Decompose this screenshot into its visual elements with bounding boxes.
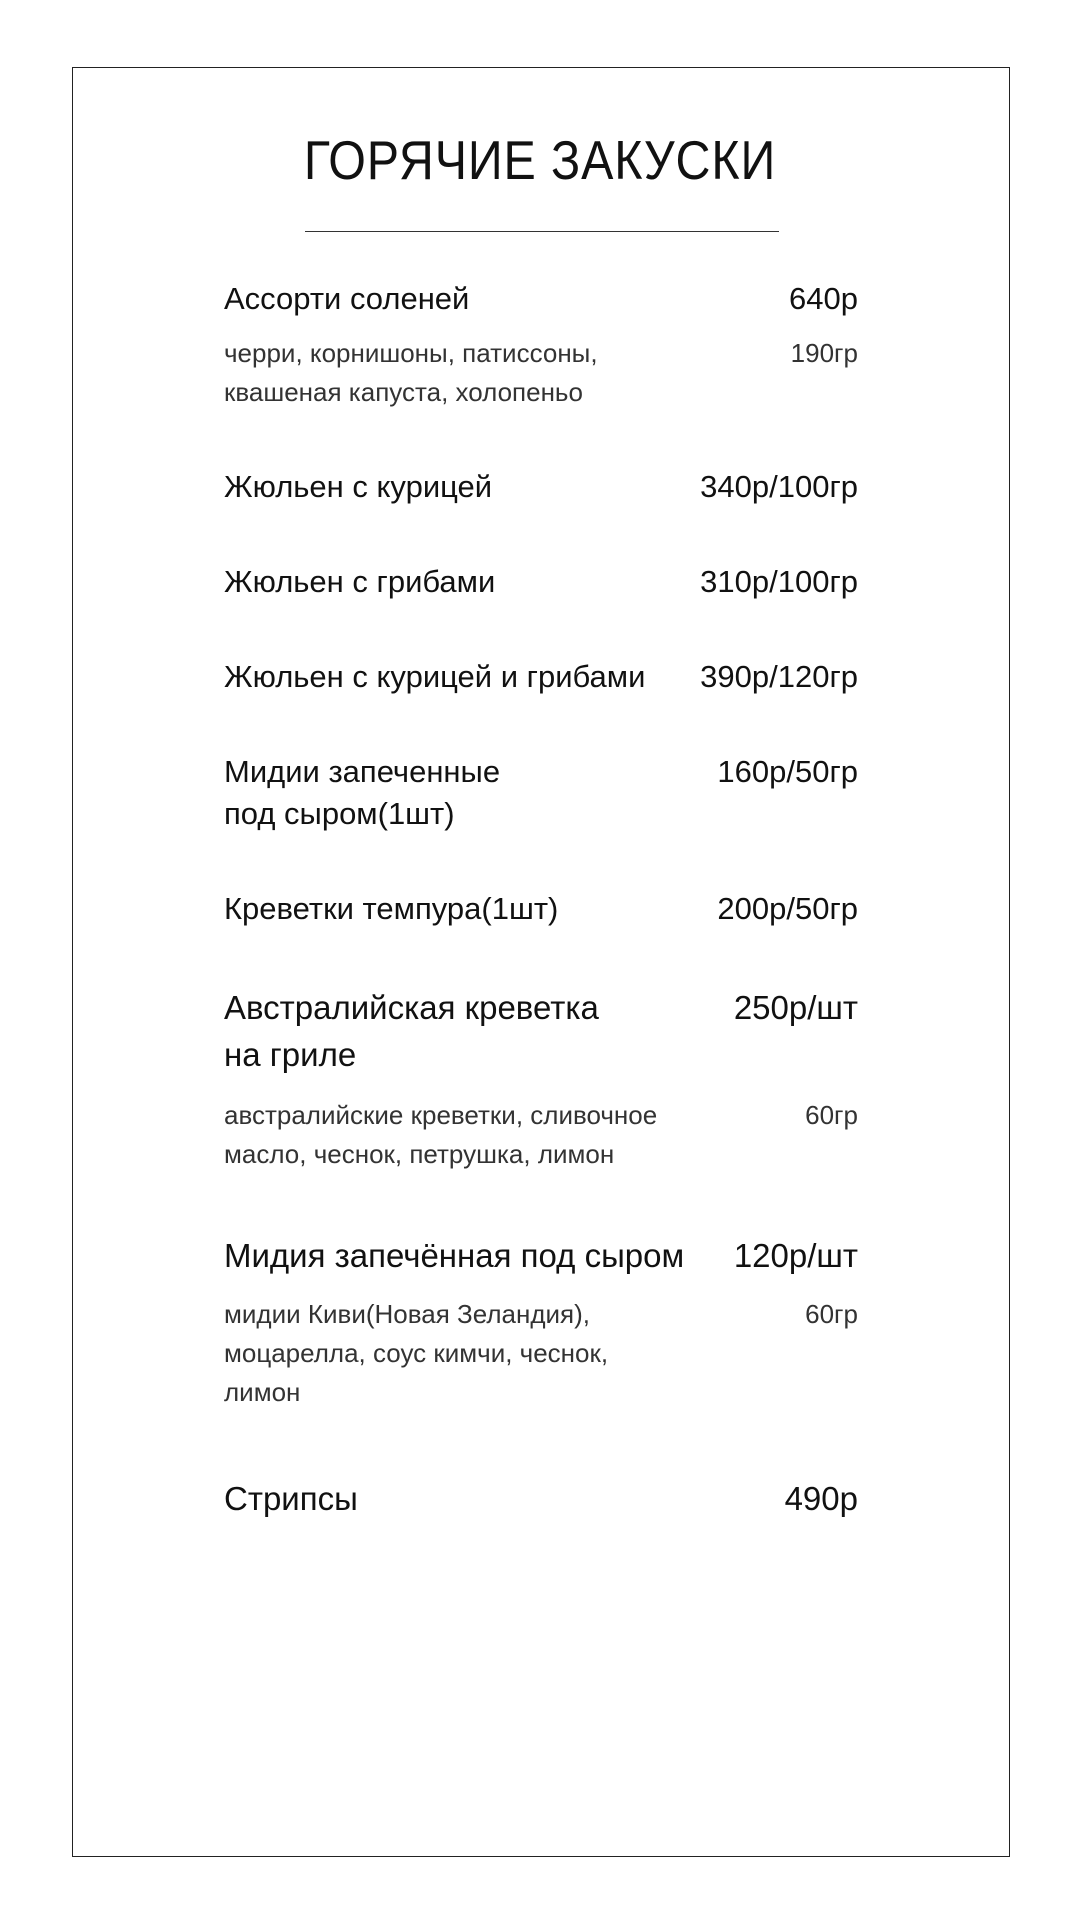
- menu-title: ГОРЯЧИЕ ЗАКУСКИ: [303, 129, 777, 191]
- item-price: 250р/шт: [733, 989, 858, 1026]
- item-price: 310р/100гр: [700, 564, 858, 599]
- item-price: 340р/100гр: [700, 469, 858, 504]
- menu-item: [224, 278, 858, 412]
- item-name: Жюльен с грибами: [224, 564, 496, 599]
- title-divider: [305, 231, 779, 232]
- item-name: Стрипсы: [224, 1480, 358, 1517]
- menu-item: [224, 888, 858, 930]
- item-name: Ассорти соленей: [224, 281, 470, 316]
- item-name: Креветки темпура(1шт): [224, 891, 559, 926]
- menu-item: [224, 1232, 858, 1412]
- menu-item: [224, 751, 858, 835]
- item-description: мидии Киви(Новая Зеландия), моцарелла, соус кимчи, чеснок, лимон: [224, 1299, 609, 1407]
- menu-item: [224, 984, 858, 1174]
- item-description: черри, корнишоны, патиссоны, квашеная капуста, холопеньо: [224, 338, 598, 407]
- item-name: Австралийская креветка на гриле: [224, 989, 599, 1073]
- item-price: 390р/120гр: [700, 659, 858, 694]
- item-name: Мидия запечённая под сыром: [224, 1237, 685, 1274]
- item-weight: 60гр: [805, 1100, 858, 1130]
- menu-item: [224, 656, 858, 698]
- menu-item: [224, 466, 858, 508]
- item-price: 200р/50гр: [717, 891, 858, 926]
- menu-item: [224, 1475, 858, 1522]
- item-weight: 60гр: [805, 1299, 858, 1329]
- item-price: 640р: [789, 281, 858, 316]
- item-name: Жюльен с курицей: [224, 469, 493, 504]
- item-name: Жюльен с курицей и грибами: [224, 659, 646, 694]
- item-weight: 190гр: [790, 338, 858, 368]
- item-price: 160р/50гр: [717, 754, 858, 789]
- item-price: 490р: [784, 1480, 858, 1517]
- menu-item: [224, 561, 858, 603]
- item-price: 120р/шт: [733, 1237, 858, 1274]
- item-description: австралийские креветки, сливочное масло, чеснок, петрушка, лимон: [224, 1100, 658, 1169]
- item-name: Мидии запеченные под сыром(1шт): [224, 754, 501, 831]
